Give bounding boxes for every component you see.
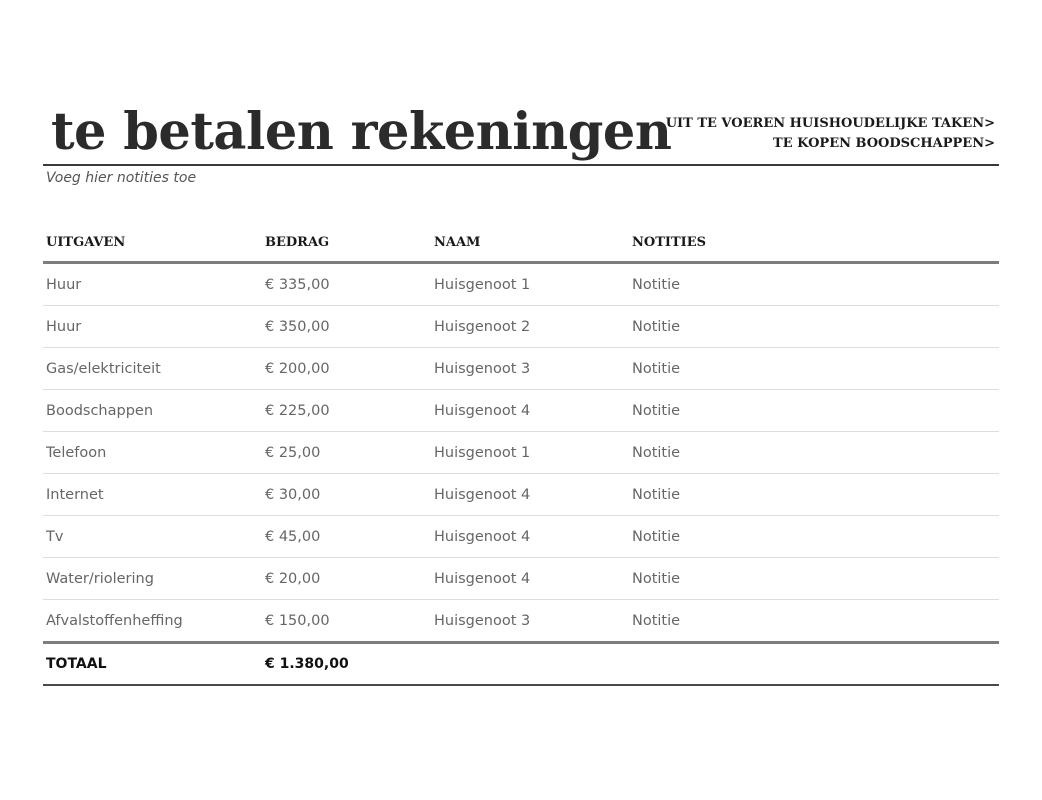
total-label: TOTAAL — [43, 643, 262, 686]
table-row — [43, 306, 999, 348]
expense-cell[interactable]: Water/riolering — [43, 558, 262, 600]
amount-cell[interactable]: € 335,00 — [262, 263, 431, 306]
expense-cell[interactable]: Boodschappen — [43, 390, 262, 432]
expense-cell[interactable]: Afvalstoffenheffing — [46, 612, 183, 629]
header-links — [666, 114, 995, 154]
notes-cell[interactable]: Notitie — [629, 348, 999, 390]
column-header-notes[interactable]: NOTITIES — [629, 223, 999, 263]
table-row — [43, 558, 999, 600]
name-cell[interactable]: Huisgenoot 4 — [431, 474, 629, 516]
amount-cell[interactable]: € 30,00 — [262, 474, 431, 516]
amount-cell[interactable]: € 150,00 — [265, 612, 330, 629]
expense-cell[interactable]: Tv — [43, 516, 262, 558]
amount-cell[interactable]: € 225,00 — [262, 390, 431, 432]
amount-cell[interactable]: € 20,00 — [262, 558, 431, 600]
name-cell[interactable]: Huisgenoot 2 — [431, 306, 629, 348]
table-row — [43, 474, 999, 516]
table-header-row — [43, 223, 999, 263]
name-cell[interactable]: Huisgenoot 1 — [431, 263, 629, 306]
table-row — [43, 432, 999, 474]
bills-table — [43, 223, 999, 686]
name-cell[interactable]: Huisgenoot 4 — [431, 390, 629, 432]
total-empty-cell — [431, 643, 629, 686]
notes-cell[interactable]: Notitie — [629, 516, 999, 558]
name-cell[interactable]: Huisgenoot 3 — [434, 612, 531, 629]
total-empty-cell — [629, 643, 999, 686]
column-header-amount[interactable]: BEDRAG — [262, 223, 431, 263]
expense-cell[interactable]: Huur — [43, 306, 262, 348]
total-amount[interactable]: € 1.380,00 — [262, 643, 431, 686]
notes-cell[interactable]: Notitie — [629, 263, 999, 306]
link-household-tasks[interactable]: UIT TE VOEREN HUISHOUDELIJKE TAKEN> — [665, 116, 995, 131]
page-title: te betalen rekeningen — [51, 102, 672, 162]
notes-cell[interactable]: Notitie — [629, 432, 999, 474]
sheet-header — [43, 100, 999, 166]
notes-cell[interactable]: Notitie — [632, 612, 681, 629]
table-row — [43, 390, 999, 432]
amount-cell[interactable]: € 350,00 — [262, 306, 431, 348]
column-header-name[interactable]: NAAM — [431, 223, 629, 263]
name-cell[interactable]: Huisgenoot 1 — [431, 432, 629, 474]
table-row — [43, 263, 999, 306]
expense-cell[interactable]: Huur — [43, 263, 262, 306]
table-row — [43, 600, 999, 643]
expense-cell[interactable]: Telefoon — [43, 432, 262, 474]
total-row — [43, 643, 999, 686]
name-cell[interactable]: Huisgenoot 3 — [431, 348, 629, 390]
expense-cell[interactable]: Internet — [43, 474, 262, 516]
bills-sheet — [43, 100, 999, 686]
notes-cell[interactable]: Notitie — [629, 306, 999, 348]
amount-cell[interactable]: € 25,00 — [262, 432, 431, 474]
notes-cell[interactable]: Notitie — [629, 390, 999, 432]
table-row — [43, 348, 999, 390]
notes-cell[interactable]: Notitie — [629, 558, 999, 600]
name-cell[interactable]: Huisgenoot 4 — [431, 558, 629, 600]
name-cell[interactable]: Huisgenoot 4 — [431, 516, 629, 558]
amount-cell[interactable]: € 200,00 — [262, 348, 431, 390]
amount-cell[interactable]: € 45,00 — [262, 516, 431, 558]
column-header-expense[interactable]: UITGAVEN — [43, 223, 262, 263]
link-shopping-list[interactable]: TE KOPEN BOODSCHAPPEN> — [773, 136, 995, 151]
notes-cell[interactable]: Notitie — [629, 474, 999, 516]
table-row — [43, 516, 999, 558]
expense-cell[interactable]: Gas/elektriciteit — [43, 348, 262, 390]
notes-field[interactable]: Voeg hier notities toe — [46, 170, 197, 186]
